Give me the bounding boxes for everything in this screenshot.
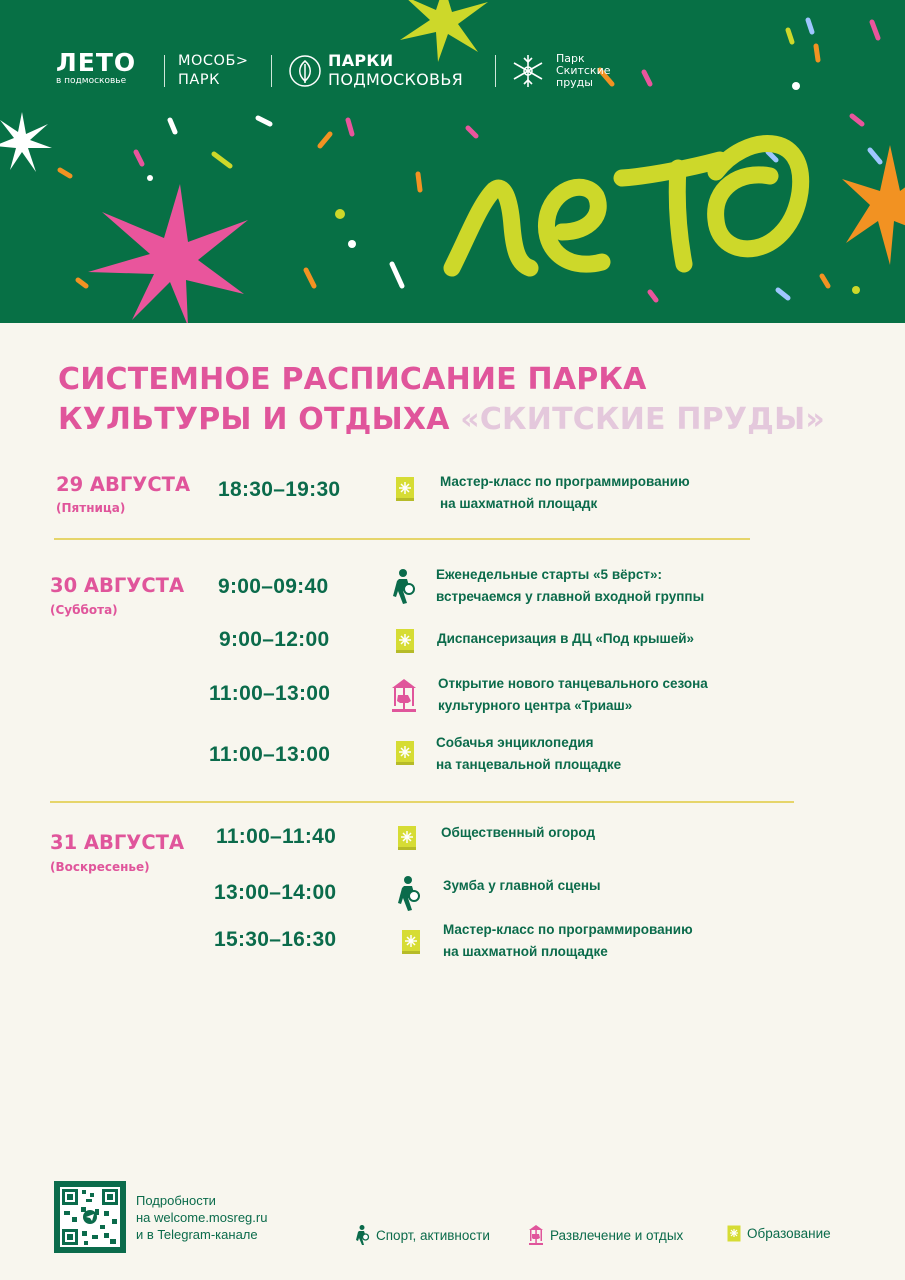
event-time: 13:00–14:00 xyxy=(214,881,337,904)
education-icon xyxy=(395,476,415,502)
title-line2 xyxy=(58,400,878,440)
event-time: 9:00–09:40 xyxy=(218,575,329,598)
leto-logo-title: ЛЕТО xyxy=(56,48,137,77)
legend-fun xyxy=(528,1225,683,1245)
skit-line3: пруды xyxy=(556,76,593,89)
event-time: 11:00–13:00 xyxy=(209,682,331,705)
title-park-name: «СКИТСКИЕ ПРУДЫ» xyxy=(460,402,825,437)
footer-line1: Подробности xyxy=(136,1193,216,1208)
legend-fun-label: Развлечение и отдых xyxy=(550,1227,684,1243)
education-icon xyxy=(395,740,415,766)
event-time: 11:00–11:40 xyxy=(216,825,337,848)
event-line2: на шахматной площадке xyxy=(443,944,608,959)
event-description xyxy=(436,732,621,776)
education-icon xyxy=(401,929,421,955)
leto-lettering xyxy=(0,0,905,323)
event-line1: Еженедельные старты «5 вёрст»: xyxy=(436,567,662,582)
event-line2: на танцевальной площадке xyxy=(436,757,622,772)
legend-education xyxy=(727,1225,831,1242)
header-banner xyxy=(0,0,905,323)
event-line2: культурного центра «Триаш» xyxy=(438,698,633,713)
carousel-icon xyxy=(391,679,417,713)
day-date: 31 АВГУСТА xyxy=(50,831,185,854)
event-description xyxy=(437,628,694,650)
day-date: 29 АВГУСТА xyxy=(56,473,191,496)
event-line1: Открытие нового танцевального сезона xyxy=(438,676,708,691)
event-description xyxy=(440,471,690,515)
day-date: 30 АВГУСТА xyxy=(50,574,185,597)
event-description xyxy=(441,822,595,844)
event-line2: на шахматной площадк xyxy=(440,496,598,511)
day-divider xyxy=(50,801,794,803)
education-icon xyxy=(395,628,415,654)
event-line1: Зумба у главной сцены xyxy=(443,878,601,893)
day-weekday: (Воскресенье) xyxy=(50,860,150,874)
page-title xyxy=(58,360,878,440)
education-icon xyxy=(727,1225,741,1242)
legend-education-label: Образование xyxy=(747,1226,831,1241)
parki-line1: ПАРКИ xyxy=(328,51,394,70)
event-time: 18:30–19:30 xyxy=(218,478,341,501)
event-description xyxy=(438,673,708,717)
mosobpark-line2: ПАРК xyxy=(178,72,220,88)
sport-icon xyxy=(356,1225,370,1245)
event-description xyxy=(443,875,601,897)
legend-sport xyxy=(356,1225,490,1245)
day-weekday: (Суббота) xyxy=(50,603,118,617)
event-line1: Диспансеризация в ДЦ «Под крышей» xyxy=(437,631,695,646)
event-line1: Общественный огород xyxy=(441,825,596,840)
title-line2-main: КУЛЬТУРЫ И ОТДЫХА xyxy=(58,402,461,437)
legend-sport-label: Спорт, активности xyxy=(376,1227,490,1243)
leto-logo-subtitle: в подмосковье xyxy=(56,76,127,86)
mosobpark-line1: МОСОБ> xyxy=(178,53,249,69)
sport-icon xyxy=(398,876,422,912)
carousel-icon xyxy=(528,1225,544,1245)
footer-line3: и в Telegram-канале xyxy=(136,1227,258,1242)
event-line1: Мастер-класс по программированию xyxy=(440,474,690,489)
event-time: 11:00–13:00 xyxy=(209,743,331,766)
sport-icon xyxy=(393,569,417,605)
event-line1: Мастер-класс по программированию xyxy=(443,922,693,937)
education-icon xyxy=(397,825,417,851)
qr-code[interactable] xyxy=(54,1181,126,1253)
day-divider xyxy=(54,538,750,540)
event-time: 9:00–12:00 xyxy=(219,628,330,651)
skit-line1: Парк xyxy=(556,52,585,65)
event-description xyxy=(436,564,704,608)
event-line1: Собачья энциклопедия xyxy=(436,735,594,750)
qr-code-image xyxy=(60,1187,120,1247)
day-weekday: (Пятница) xyxy=(56,501,126,515)
event-description xyxy=(443,919,693,963)
footer-line2[interactable]: на welcome.mosreg.ru xyxy=(136,1210,268,1225)
footer-info xyxy=(136,1192,267,1243)
event-line2: встречаемся у главной входной группы xyxy=(436,589,705,604)
skit-line2: Скитские xyxy=(556,64,611,77)
title-line1: СИСТЕМНОЕ РАСПИСАНИЕ ПАРКА xyxy=(58,362,647,397)
parki-line2: ПОДМОСКОВЬЯ xyxy=(328,70,464,89)
event-time: 15:30–16:30 xyxy=(214,928,337,951)
